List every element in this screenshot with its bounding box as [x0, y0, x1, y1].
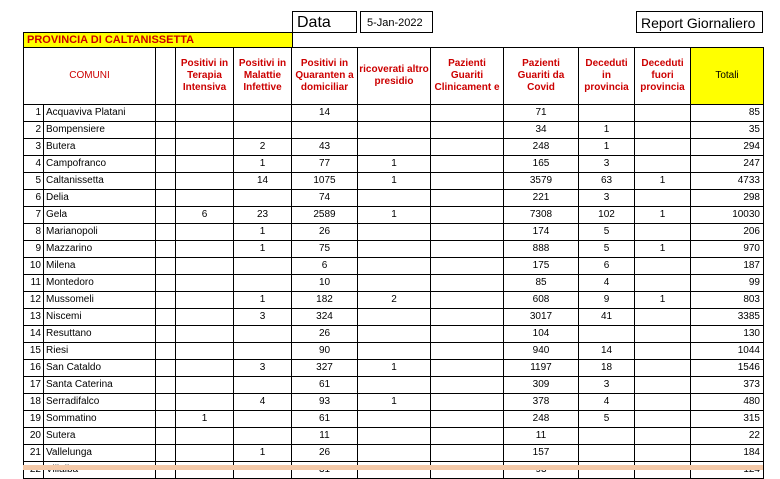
quarantena-cell: 2589 — [292, 207, 358, 224]
deceduti-fuori-cell — [635, 309, 691, 326]
terapia-cell — [176, 122, 234, 139]
deceduti-in-cell: 41 — [579, 309, 635, 326]
terapia-cell — [176, 445, 234, 462]
row-number: 3 — [24, 139, 44, 156]
spacer-cell — [156, 428, 176, 445]
totali-cell: 85 — [691, 105, 764, 122]
ricoverati-cell: 1 — [358, 173, 431, 190]
totali-cell: 130 — [691, 326, 764, 343]
guariti-clin-cell — [431, 190, 504, 207]
guariti-clin-cell — [431, 139, 504, 156]
totali-cell: 206 — [691, 224, 764, 241]
deceduti-in-cell: 1 — [579, 139, 635, 156]
ricoverati-cell — [358, 190, 431, 207]
deceduti-fuori-cell — [635, 258, 691, 275]
terapia-cell — [176, 139, 234, 156]
spacer-cell — [156, 411, 176, 428]
deceduti-in-cell: 102 — [579, 207, 635, 224]
col-guariti-clinicamente: Pazienti Guariti Clinicament e — [431, 48, 504, 105]
deceduti-in-cell: 9 — [579, 292, 635, 309]
comune-name: Serradifalco — [44, 394, 156, 411]
deceduti-in-cell: 3 — [579, 156, 635, 173]
guariti-covid-cell: 248 — [504, 139, 579, 156]
deceduti-fuori-cell: 1 — [635, 241, 691, 258]
deceduti-in-cell: 6 — [579, 258, 635, 275]
terapia-cell — [176, 105, 234, 122]
malattie-cell — [234, 428, 292, 445]
deceduti-fuori-cell — [635, 156, 691, 173]
totali-cell: 1044 — [691, 343, 764, 360]
totali-cell: 480 — [691, 394, 764, 411]
spacer-cell — [156, 394, 176, 411]
quarantena-cell: 1075 — [292, 173, 358, 190]
quarantena-cell — [292, 122, 358, 139]
row-number: 8 — [24, 224, 44, 241]
guariti-covid-cell: 174 — [504, 224, 579, 241]
terapia-cell — [176, 258, 234, 275]
quarantena-cell: 6 — [292, 258, 358, 275]
table-row — [24, 122, 764, 139]
ricoverati-cell — [358, 139, 431, 156]
comune-name: Niscemi — [44, 309, 156, 326]
deceduti-fuori-cell — [635, 343, 691, 360]
malattie-cell: 1 — [234, 224, 292, 241]
comune-name: Santa Caterina — [44, 377, 156, 394]
comune-name: Acquaviva Platani — [44, 105, 156, 122]
quarantena-cell: 182 — [292, 292, 358, 309]
table-row — [24, 360, 764, 377]
comune-name: Sommatino — [44, 411, 156, 428]
malattie-cell: 1 — [234, 445, 292, 462]
deceduti-fuori-cell — [635, 377, 691, 394]
deceduti-in-cell — [579, 105, 635, 122]
totali-cell: 1546 — [691, 360, 764, 377]
deceduti-in-cell: 14 — [579, 343, 635, 360]
guariti-clin-cell — [431, 122, 504, 139]
guariti-covid-cell: 11 — [504, 428, 579, 445]
guariti-clin-cell — [431, 343, 504, 360]
guariti-covid-cell: 378 — [504, 394, 579, 411]
row-number: 13 — [24, 309, 44, 326]
spacer-cell — [156, 105, 176, 122]
guariti-covid-cell: 221 — [504, 190, 579, 207]
deceduti-fuori-cell — [635, 122, 691, 139]
quarantena-cell: 10 — [292, 275, 358, 292]
row-number: 11 — [24, 275, 44, 292]
row-number: 6 — [24, 190, 44, 207]
terapia-cell — [176, 343, 234, 360]
deceduti-fuori-cell — [635, 105, 691, 122]
totali-cell: 298 — [691, 190, 764, 207]
deceduti-in-cell: 5 — [579, 241, 635, 258]
deceduti-in-cell: 3 — [579, 377, 635, 394]
col-comuni: COMUNI — [24, 48, 156, 105]
comune-name: Mussomeli — [44, 292, 156, 309]
ricoverati-cell: 2 — [358, 292, 431, 309]
table-row — [24, 445, 764, 462]
deceduti-in-cell: 1 — [579, 122, 635, 139]
ricoverati-cell: 1 — [358, 156, 431, 173]
spacer-cell — [156, 139, 176, 156]
ricoverati-cell: 1 — [358, 360, 431, 377]
totali-cell: 247 — [691, 156, 764, 173]
table-row — [24, 224, 764, 241]
guariti-clin-cell — [431, 309, 504, 326]
terapia-cell — [176, 224, 234, 241]
ricoverati-cell — [358, 224, 431, 241]
terapia-cell — [176, 326, 234, 343]
spacer-cell — [156, 343, 176, 360]
table-row — [24, 428, 764, 445]
deceduti-in-cell: 5 — [579, 411, 635, 428]
totali-cell: 99 — [691, 275, 764, 292]
spacer-cell — [156, 190, 176, 207]
deceduti-in-cell — [579, 428, 635, 445]
ricoverati-cell — [358, 343, 431, 360]
terapia-cell — [176, 173, 234, 190]
totali-cell: 373 — [691, 377, 764, 394]
ricoverati-cell — [358, 377, 431, 394]
comune-name: Bompensiere — [44, 122, 156, 139]
terapia-cell — [176, 360, 234, 377]
terapia-cell — [176, 156, 234, 173]
guariti-covid-cell: 104 — [504, 326, 579, 343]
quarantena-cell: 90 — [292, 343, 358, 360]
guariti-clin-cell — [431, 156, 504, 173]
guariti-covid-cell: 3579 — [504, 173, 579, 190]
deceduti-in-cell: 18 — [579, 360, 635, 377]
table-row — [24, 292, 764, 309]
comune-name: Vallelunga — [44, 445, 156, 462]
ricoverati-cell — [358, 258, 431, 275]
ricoverati-cell: 1 — [358, 207, 431, 224]
table-row — [24, 275, 764, 292]
guariti-covid-cell: 85 — [504, 275, 579, 292]
deceduti-in-cell: 4 — [579, 275, 635, 292]
table-row — [24, 411, 764, 428]
totali-cell: 294 — [691, 139, 764, 156]
ricoverati-cell — [358, 241, 431, 258]
ricoverati-cell — [358, 411, 431, 428]
ricoverati-cell — [358, 445, 431, 462]
guariti-covid-cell: 175 — [504, 258, 579, 275]
header-row — [24, 48, 764, 105]
deceduti-fuori-cell — [635, 224, 691, 241]
malattie-cell — [234, 326, 292, 343]
malattie-cell — [234, 377, 292, 394]
malattie-cell: 2 — [234, 139, 292, 156]
report-title: Report Giornaliero — [636, 11, 763, 33]
deceduti-fuori-cell — [635, 411, 691, 428]
totali-cell: 3385 — [691, 309, 764, 326]
quarantena-cell: 74 — [292, 190, 358, 207]
bottom-strip — [23, 465, 763, 470]
guariti-clin-cell — [431, 275, 504, 292]
table-row — [24, 105, 764, 122]
quarantena-cell: 26 — [292, 445, 358, 462]
row-number: 17 — [24, 377, 44, 394]
row-number: 2 — [24, 122, 44, 139]
ricoverati-cell — [358, 105, 431, 122]
comune-name: Riesi — [44, 343, 156, 360]
col-deceduti-fuori: Deceduti fuori provincia — [635, 48, 691, 105]
guariti-covid-cell: 1197 — [504, 360, 579, 377]
col-malattie-infettive: Positivi in Malattie Infettive — [234, 48, 292, 105]
row-number: 21 — [24, 445, 44, 462]
terapia-cell: 6 — [176, 207, 234, 224]
comune-name: Caltanissetta — [44, 173, 156, 190]
spacer-cell — [156, 122, 176, 139]
comune-name: Mazzarino — [44, 241, 156, 258]
row-number: 14 — [24, 326, 44, 343]
malattie-cell — [234, 122, 292, 139]
guariti-covid-cell: 3017 — [504, 309, 579, 326]
date-value: 5-Jan-2022 — [360, 11, 433, 33]
guariti-clin-cell — [431, 207, 504, 224]
guariti-clin-cell — [431, 360, 504, 377]
table-row — [24, 190, 764, 207]
spacer-cell — [156, 445, 176, 462]
totali-cell: 187 — [691, 258, 764, 275]
terapia-cell — [176, 394, 234, 411]
guariti-clin-cell — [431, 258, 504, 275]
guariti-clin-cell — [431, 292, 504, 309]
totali-cell: 315 — [691, 411, 764, 428]
ricoverati-cell — [358, 326, 431, 343]
table-row — [24, 394, 764, 411]
malattie-cell: 1 — [234, 156, 292, 173]
deceduti-in-cell — [579, 326, 635, 343]
terapia-cell — [176, 241, 234, 258]
malattie-cell: 23 — [234, 207, 292, 224]
terapia-cell — [176, 377, 234, 394]
comune-name: Delia — [44, 190, 156, 207]
table-row — [24, 207, 764, 224]
quarantena-cell: 61 — [292, 377, 358, 394]
guariti-covid-cell: 157 — [504, 445, 579, 462]
deceduti-in-cell — [579, 445, 635, 462]
guariti-covid-cell: 71 — [504, 105, 579, 122]
guariti-clin-cell — [431, 445, 504, 462]
guariti-clin-cell — [431, 394, 504, 411]
quarantena-cell: 14 — [292, 105, 358, 122]
row-number: 15 — [24, 343, 44, 360]
deceduti-fuori-cell — [635, 326, 691, 343]
col-spacer — [156, 48, 176, 105]
terapia-cell — [176, 275, 234, 292]
totali-cell: 22 — [691, 428, 764, 445]
malattie-cell — [234, 275, 292, 292]
comune-name: Marianopoli — [44, 224, 156, 241]
spacer-cell — [156, 173, 176, 190]
table-row — [24, 377, 764, 394]
comune-name: San Cataldo — [44, 360, 156, 377]
spacer-cell — [156, 326, 176, 343]
guariti-covid-cell: 888 — [504, 241, 579, 258]
table-row — [24, 156, 764, 173]
deceduti-in-cell: 5 — [579, 224, 635, 241]
ricoverati-cell: 1 — [358, 394, 431, 411]
malattie-cell — [234, 258, 292, 275]
row-number: 1 — [24, 105, 44, 122]
col-terapia-intensiva: Positivi in Terapia Intensiva — [176, 48, 234, 105]
quarantena-cell: 93 — [292, 394, 358, 411]
guariti-clin-cell — [431, 377, 504, 394]
col-guariti-covid: Pazienti Guariti da Covid — [504, 48, 579, 105]
table-row — [24, 139, 764, 156]
quarantena-cell: 77 — [292, 156, 358, 173]
terapia-cell — [176, 428, 234, 445]
terapia-cell — [176, 292, 234, 309]
spacer-cell — [156, 156, 176, 173]
malattie-cell — [234, 190, 292, 207]
deceduti-fuori-cell — [635, 428, 691, 445]
deceduti-in-cell: 4 — [579, 394, 635, 411]
spacer-cell — [156, 360, 176, 377]
deceduti-fuori-cell: 1 — [635, 173, 691, 190]
quarantena-cell: 75 — [292, 241, 358, 258]
spacer-cell — [156, 309, 176, 326]
deceduti-in-cell: 63 — [579, 173, 635, 190]
comune-name: Campofranco — [44, 156, 156, 173]
malattie-cell: 1 — [234, 241, 292, 258]
table-row — [24, 309, 764, 326]
quarantena-cell: 61 — [292, 411, 358, 428]
deceduti-fuori-cell — [635, 394, 691, 411]
row-number: 4 — [24, 156, 44, 173]
guariti-covid-cell: 309 — [504, 377, 579, 394]
comune-name: Montedoro — [44, 275, 156, 292]
terapia-cell — [176, 190, 234, 207]
malattie-cell: 3 — [234, 309, 292, 326]
row-number: 12 — [24, 292, 44, 309]
col-deceduti-in: Deceduti in provincia — [579, 48, 635, 105]
spacer-cell — [156, 275, 176, 292]
guariti-covid-cell: 165 — [504, 156, 579, 173]
ricoverati-cell — [358, 122, 431, 139]
spacer-cell — [156, 241, 176, 258]
row-number: 10 — [24, 258, 44, 275]
quarantena-cell: 43 — [292, 139, 358, 156]
deceduti-fuori-cell — [635, 139, 691, 156]
deceduti-fuori-cell: 1 — [635, 292, 691, 309]
terapia-cell: 1 — [176, 411, 234, 428]
table-row — [24, 326, 764, 343]
ricoverati-cell — [358, 428, 431, 445]
quarantena-cell: 26 — [292, 326, 358, 343]
covid-report-table — [23, 47, 764, 479]
row-number: 5 — [24, 173, 44, 190]
spacer-cell — [156, 292, 176, 309]
col-quarantena: Positivi in Quaranten a domiciliar — [292, 48, 358, 105]
malattie-cell: 4 — [234, 394, 292, 411]
terapia-cell — [176, 309, 234, 326]
table-row — [24, 258, 764, 275]
row-number: 9 — [24, 241, 44, 258]
comune-name: Gela — [44, 207, 156, 224]
totali-cell: 803 — [691, 292, 764, 309]
deceduti-fuori-cell — [635, 190, 691, 207]
quarantena-cell: 327 — [292, 360, 358, 377]
quarantena-cell: 26 — [292, 224, 358, 241]
deceduti-in-cell: 3 — [579, 190, 635, 207]
deceduti-fuori-cell — [635, 360, 691, 377]
quarantena-cell: 11 — [292, 428, 358, 445]
province-title: PROVINCIA DI CALTANISSETTA — [23, 32, 293, 47]
malattie-cell: 3 — [234, 360, 292, 377]
ricoverati-cell — [358, 309, 431, 326]
totali-cell: 970 — [691, 241, 764, 258]
guariti-covid-cell: 940 — [504, 343, 579, 360]
table-row — [24, 241, 764, 258]
guariti-clin-cell — [431, 411, 504, 428]
quarantena-cell: 324 — [292, 309, 358, 326]
malattie-cell: 1 — [234, 292, 292, 309]
row-number: 18 — [24, 394, 44, 411]
malattie-cell: 14 — [234, 173, 292, 190]
table-row — [24, 173, 764, 190]
row-number: 19 — [24, 411, 44, 428]
guariti-clin-cell — [431, 224, 504, 241]
guariti-covid-cell: 34 — [504, 122, 579, 139]
guariti-clin-cell — [431, 105, 504, 122]
table-body — [24, 105, 764, 479]
comune-name: Resuttano — [44, 326, 156, 343]
malattie-cell — [234, 105, 292, 122]
deceduti-fuori-cell — [635, 445, 691, 462]
data-label: Data — [292, 11, 357, 33]
guariti-clin-cell — [431, 326, 504, 343]
spacer-cell — [156, 377, 176, 394]
totali-cell: 35 — [691, 122, 764, 139]
row-number: 20 — [24, 428, 44, 445]
malattie-cell — [234, 411, 292, 428]
spacer-cell — [156, 258, 176, 275]
spacer-cell — [156, 207, 176, 224]
comune-name: Sutera — [44, 428, 156, 445]
deceduti-fuori-cell: 1 — [635, 207, 691, 224]
totali-cell: 184 — [691, 445, 764, 462]
totali-cell: 4733 — [691, 173, 764, 190]
guariti-clin-cell — [431, 428, 504, 445]
spacer-cell — [156, 224, 176, 241]
deceduti-fuori-cell — [635, 275, 691, 292]
comune-name: Butera — [44, 139, 156, 156]
malattie-cell — [234, 343, 292, 360]
guariti-clin-cell — [431, 173, 504, 190]
comune-name: Milena — [44, 258, 156, 275]
totali-cell: 10030 — [691, 207, 764, 224]
ricoverati-cell — [358, 275, 431, 292]
row-number: 7 — [24, 207, 44, 224]
col-ricoverati: ricoverati altro presidio — [358, 48, 431, 105]
row-number: 16 — [24, 360, 44, 377]
guariti-covid-cell: 608 — [504, 292, 579, 309]
col-totali: Totali — [691, 48, 764, 105]
guariti-covid-cell: 7308 — [504, 207, 579, 224]
table-row — [24, 343, 764, 360]
guariti-covid-cell: 248 — [504, 411, 579, 428]
guariti-clin-cell — [431, 241, 504, 258]
